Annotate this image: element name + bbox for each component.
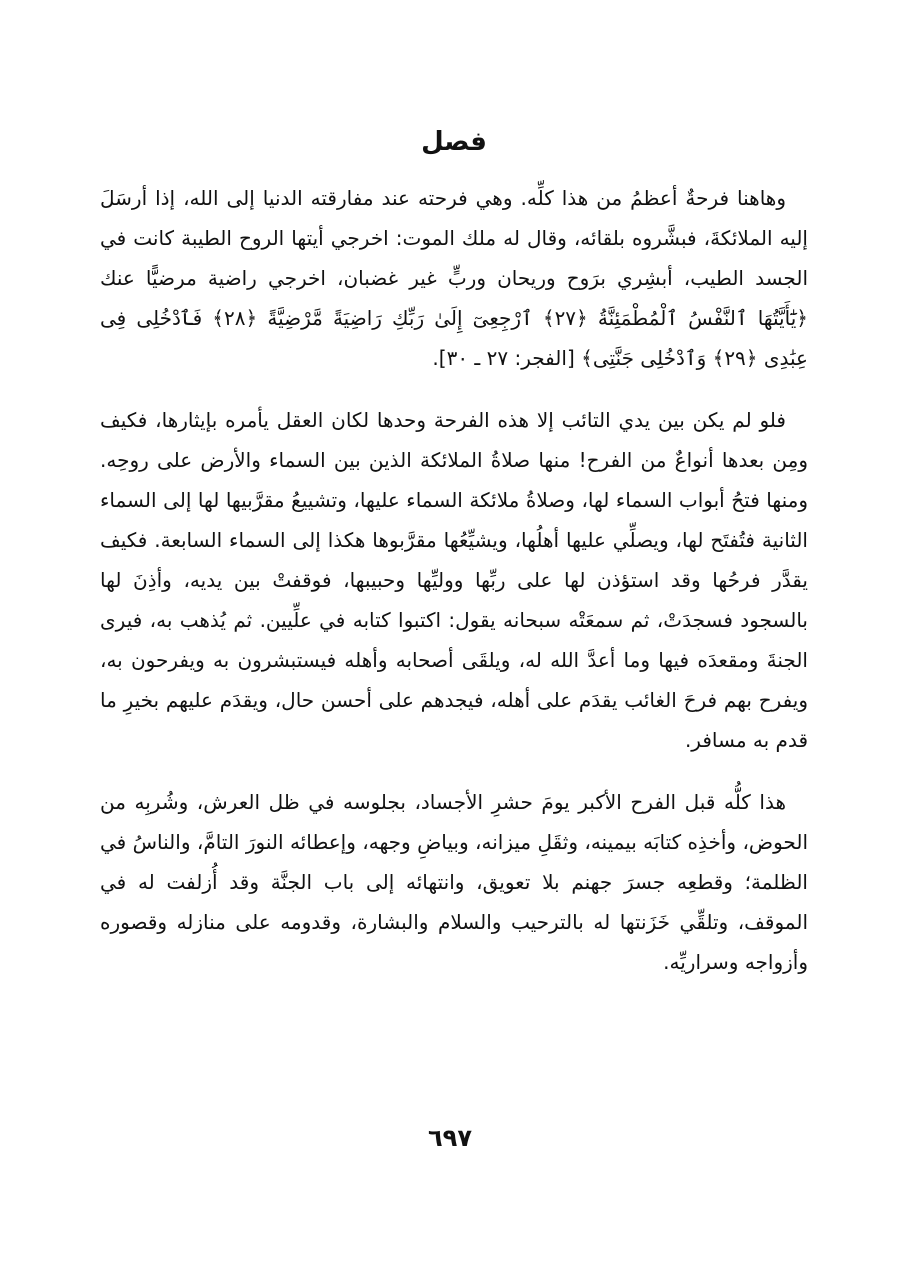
section-heading: فصل <box>421 127 487 157</box>
paragraph-2: فلو لم يكن بين يدي التائب إلا هذه الفرحة وحدها لكان العقل يأمره بإيثارها، فكيف ومِن بعدها أنواعٌ من الفرح! منها صلاةُ الملائكة الذين بين السماء والأرض على روحِه. ومنها فتحُ أبواب السماء لها، وصلاةُ ملائكة السماء عليها، وتشييعُ مقرَّبيها لها إلى السماء الثانية فتُفتَح لها، ويصلِّي عليها أهلُها، ويشيِّعُها مقرَّبوها هكذا إلى السماء السابعة. فكيف يقدَّر فرحُها وقد استؤذن لها على ربِّها ووليِّها وحبيبها، فوقفتْ بين يديه، وأذِنَ لها بالسجود فسجدَتْ، ثم سمعَتْه سبحانه يقول: اكتبوا كتابه في علِّيين. ثم يُذهب به، فيرى الجنةَ ومقعدَه فيها وما أعدَّ الله له، ويلقَى أصحابه وأهله فيستبشرون به ويفرحون به، ويفرح بهم فرحَ الغائب يقدَم على أهله، فيجدهم على أحسن حال، ويقدَم عليهم بخيرِ ما قدم به مسافر. <box>100 408 808 752</box>
document-page <box>100 120 808 1004</box>
paragraph-1: وهاهنا فرحةٌ أعظمُ من هذا كلِّه. وهي فرحته عند مفارقته الدنيا إلى الله، إذا أرسَلَ إليه الملائكةَ، فبشَّروه بلقائه، وقال له ملك الموت: اخرجي أيتها الروح الطيبة كانت في الجسد الطيب، أبشِري برَوح وريحان وربٍّ غير غضبان، اخرجي راضية مرضيًّا عنك ﴿يَٰٓأَيَّتُهَا ٱلنَّفْسُ ٱلْمُطْمَئِنَّةُ ﴿٢٧﴾ ٱرْجِعِىٓ إِلَىٰ رَبِّكِ رَاضِيَةً مَّرْضِيَّةً ﴿٢٨﴾ فَٱدْخُلِى فِى عِبَٰدِى ﴿٢٩﴾ وَٱدْخُلِى جَنَّتِى﴾ [الفجر: ٢٧ ـ ٣٠]. <box>100 186 809 370</box>
page-number: ٦٩٧ <box>428 1124 472 1152</box>
paragraph-3: هذا كلُّه قبل الفرح الأكبر يومَ حشرِ الأجساد، بجلوسه في ظل العرش، وشُربِه من الحوض، وأخذِه كتابَه بيمينه، وثقَلِ ميزانه، وبياضِ وجهه، وإعطائه النورَ التامَّ، والناسُ في الظلمة؛ وقطعِه جسرَ جهنم بلا تعويق، وانتهائه إلى باب الجنَّة وقد أُزلفت له في الموقف، وتلقِّي خَزَنتها له بالترحيب والسلام والبشارة، وقدومه على منازله وقصوره وأزواجه وسراريِّه. <box>100 790 808 974</box>
